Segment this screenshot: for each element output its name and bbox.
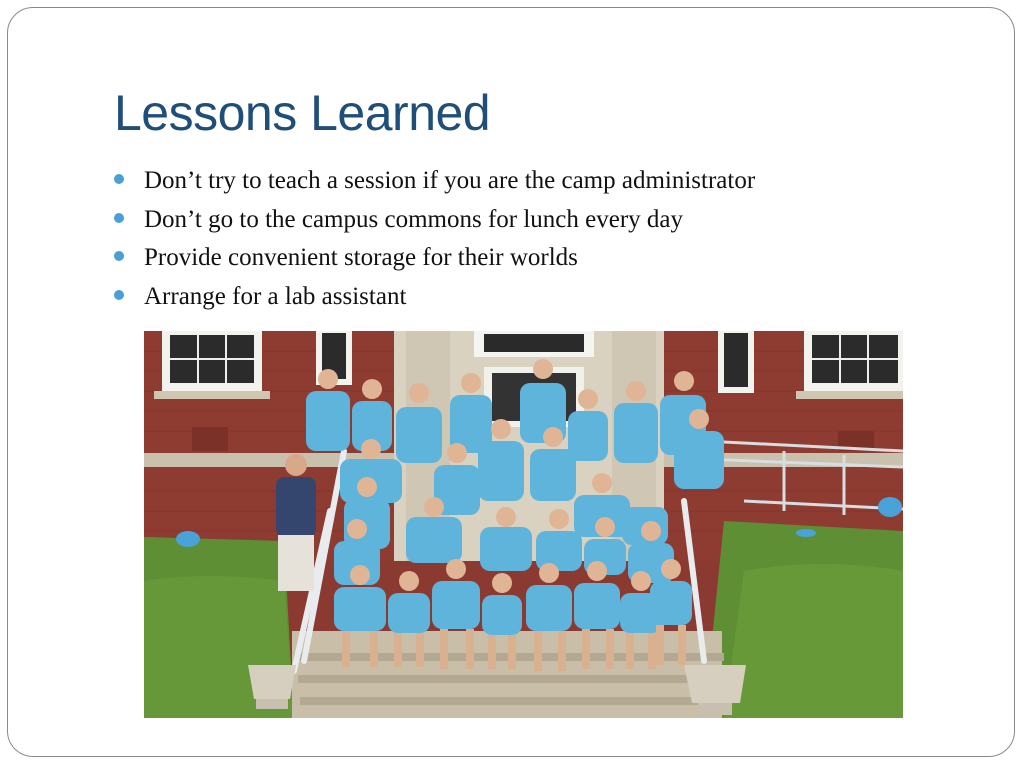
bullet-text: Don’t go to the campus commons for lunch every day: [144, 205, 684, 233]
bullet-item: [114, 164, 755, 203]
bullet-item: [114, 241, 755, 280]
group-photo: [144, 331, 903, 718]
bullet-text: Don’t try to teach a session if you are the camp administrator: [144, 167, 756, 194]
bullet-text: Arrange for a lab assistant: [144, 282, 407, 310]
bullet-dot-icon: [114, 174, 124, 184]
bullet-list: [114, 164, 755, 318]
group-photo-illustration: [144, 331, 903, 718]
bullet-item: [114, 203, 755, 242]
bullet-dot-icon: [114, 251, 124, 261]
slide-title: Lessons Learned: [114, 85, 491, 141]
bullet-dot-icon: [114, 290, 124, 300]
bullet-text: Provide convenient storage for their worlds: [144, 244, 578, 271]
bullet-item: [114, 280, 755, 319]
bullet-dot-icon: [114, 213, 124, 223]
